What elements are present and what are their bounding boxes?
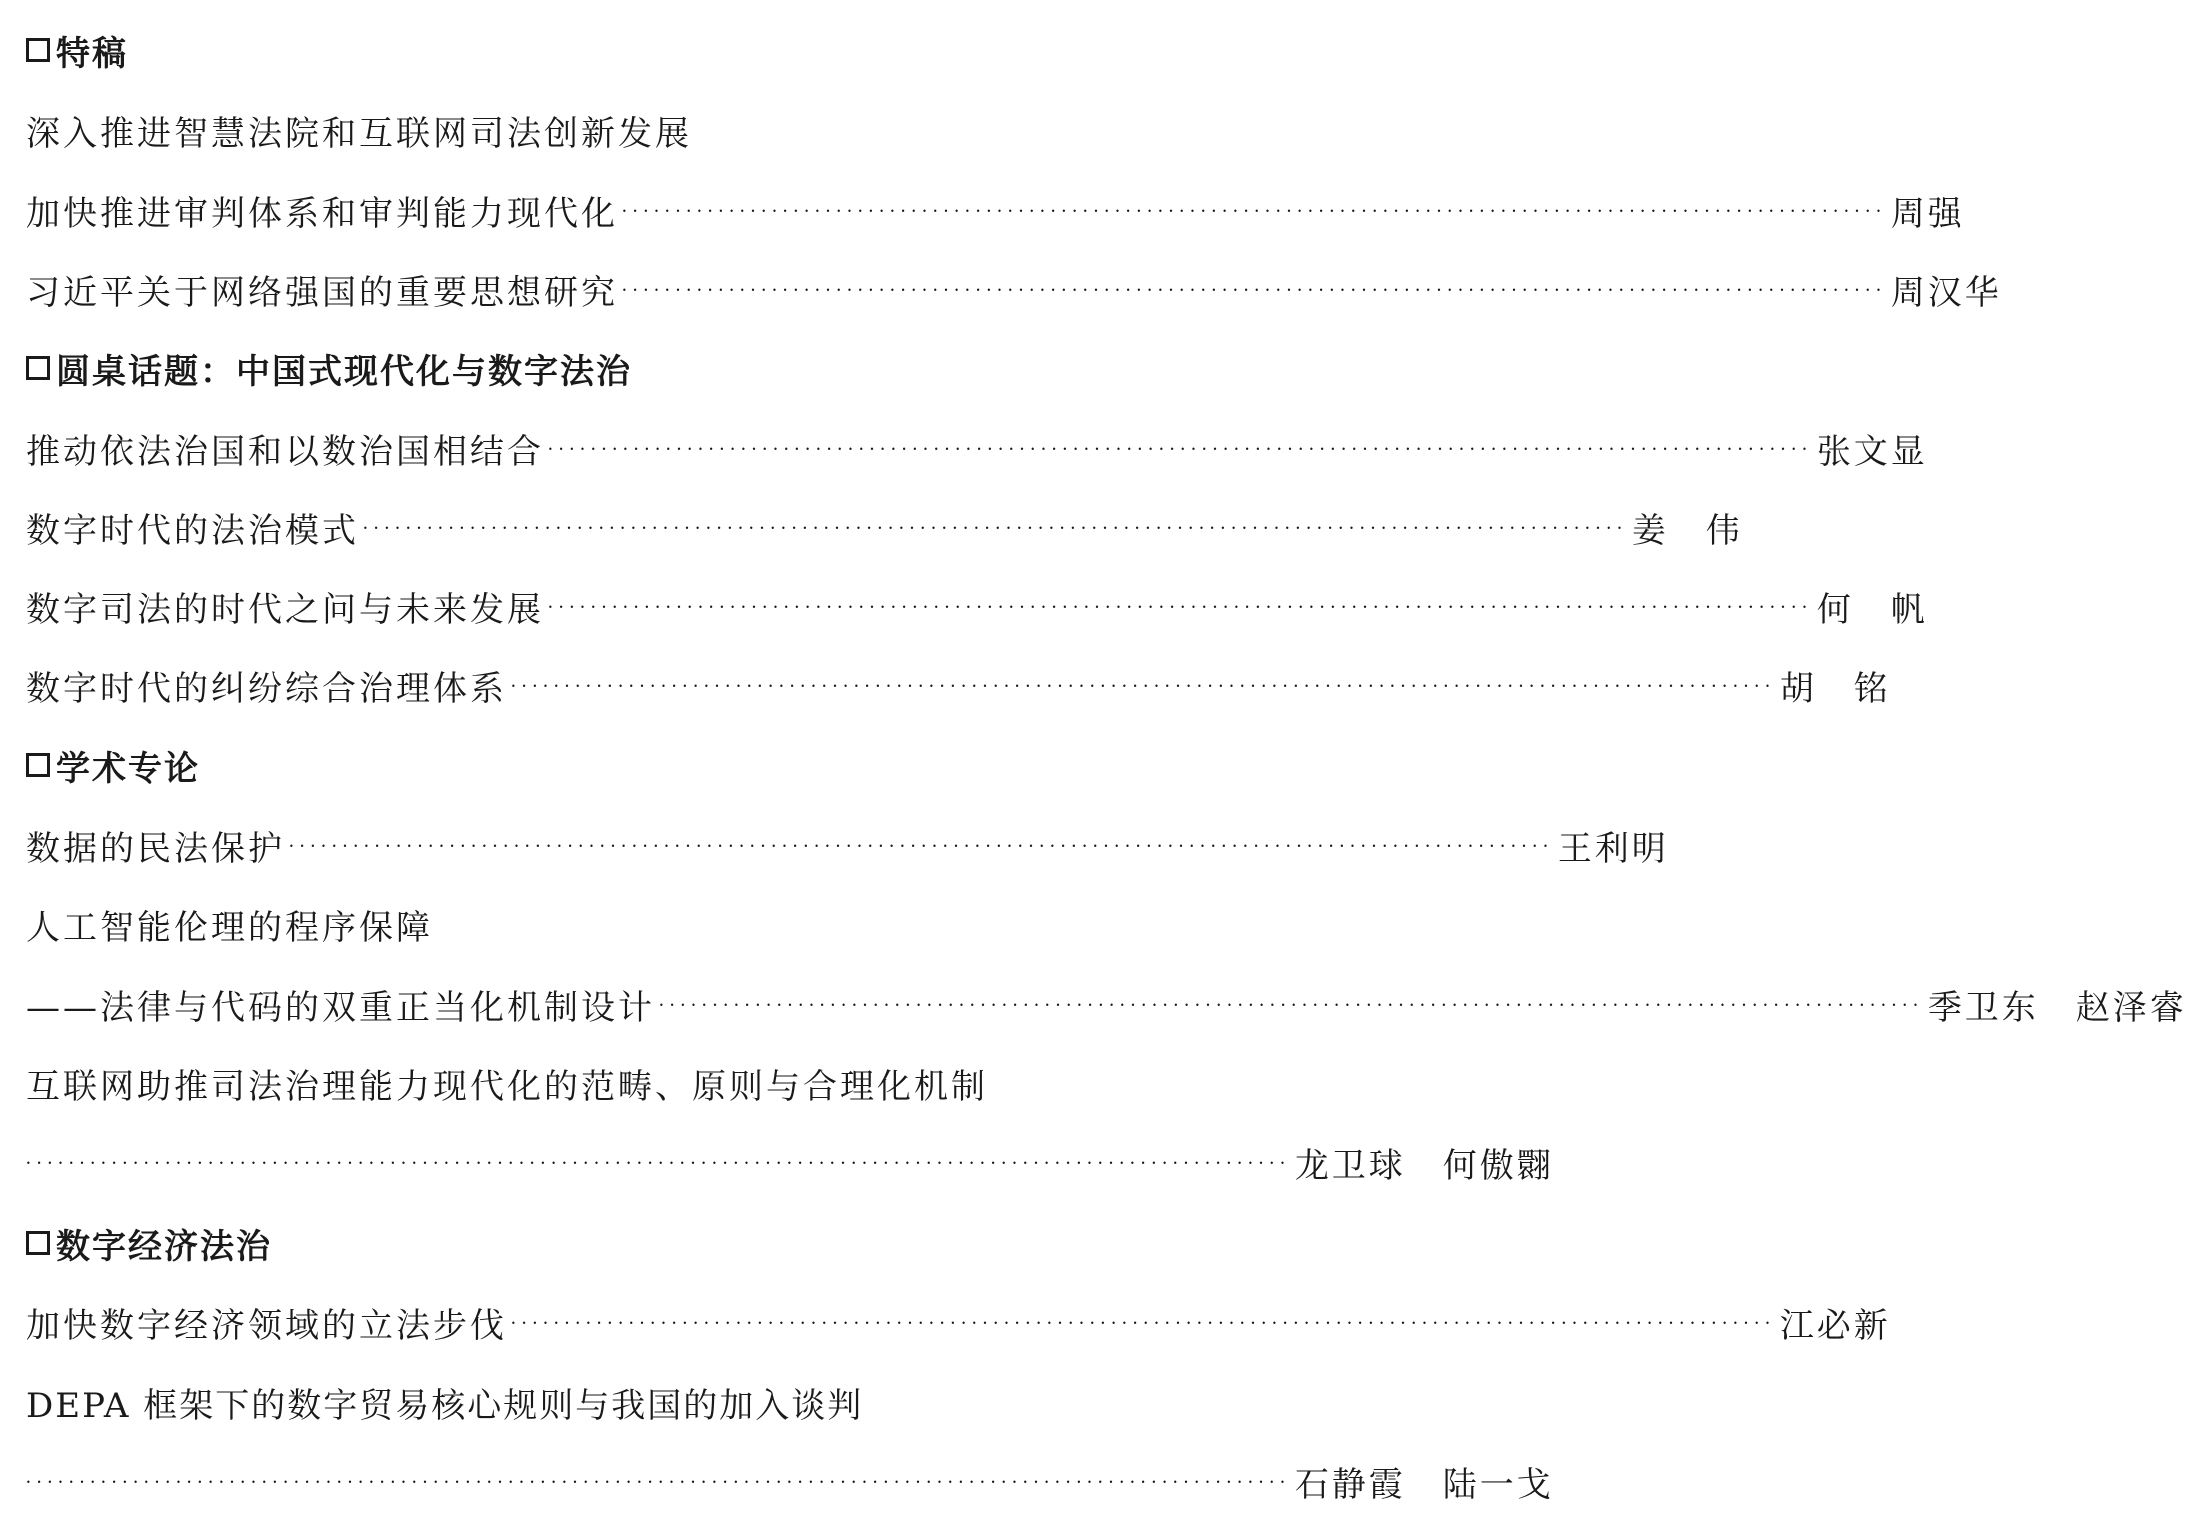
entry-title: 数据的民法保护 (26, 828, 285, 869)
dot-leader (622, 193, 1887, 228)
section-heading-special (26, 20, 1056, 80)
entry-author: 江必新 (1779, 1305, 1891, 1346)
entry-title: 习近平关于网络强国的重要思想研究 (26, 272, 618, 313)
entry-title: 数字时代的法治模式 (26, 510, 359, 551)
entry-title: 数字时代的纠纷综合治理体系 (26, 668, 507, 709)
square-box-icon (26, 356, 50, 380)
dot-leader (659, 987, 1924, 1022)
dot-leader (511, 1305, 1776, 1340)
entry-author: 姜伟 (1631, 510, 1780, 551)
section-title: 学术专论 (56, 748, 200, 789)
square-box-icon (26, 753, 50, 777)
entry-title: 加快推进审判体系和审判能力现代化 (26, 193, 618, 234)
toc-entry (26, 259, 2002, 319)
entry-author: 何帆 (1816, 589, 1965, 630)
toc-entry (26, 100, 1056, 160)
dot-leader (622, 272, 1887, 307)
entry-title: 加快数字经济领域的立法步伐 (26, 1305, 507, 1346)
entry-title: 深入推进智慧法院和互联网司法创新发展 (26, 113, 692, 154)
dot-leader (511, 668, 1776, 703)
entry-subtitle: ——法律与代码的双重正当化机制设计 (26, 987, 655, 1028)
entry-author: 胡铭 (1779, 668, 1928, 709)
toc-entry (26, 815, 1669, 875)
toc-entry (26, 655, 1928, 715)
toc-entry (26, 894, 1056, 954)
toc-entry-continuation (26, 1451, 1554, 1511)
entry-title: 人工智能伦理的程序保障 (26, 907, 433, 948)
entry-author: 王利明 (1557, 828, 1669, 869)
section-heading-digital-economy (26, 1213, 1056, 1273)
entry-title: 互联网助推司法治理能力现代化的范畴、原则与合理化机制 (26, 1066, 988, 1107)
toc-entry (26, 1053, 1056, 1113)
toc-entry-continuation (26, 1132, 1554, 1192)
toc-entry (26, 497, 1780, 557)
toc-entry-subtitle (26, 974, 2187, 1034)
toc-entry (26, 180, 1965, 240)
entry-author: 龙卫球 何傲翾 (1294, 1145, 1554, 1186)
entry-title: 推动依法治国和以数治国相结合 (26, 431, 544, 472)
section-title: 圆桌话题：中国式现代化与数字法治 (56, 351, 632, 392)
entry-author: 张文显 (1816, 431, 1928, 472)
entry-title: 数字司法的时代之问与未来发展 (26, 589, 544, 630)
section-title: 数字经济法治 (56, 1226, 272, 1267)
dot-leader (548, 431, 1813, 466)
dot-leader (548, 589, 1813, 624)
entry-author: 石静霞 陆一戈 (1294, 1464, 1554, 1505)
toc-entry (26, 418, 1928, 478)
section-heading-academic (26, 735, 1056, 795)
square-box-icon (26, 38, 50, 62)
toc-entry (26, 576, 1965, 636)
entry-author: 季卫东 赵泽睿 (1927, 987, 2187, 1028)
dot-leader (363, 510, 1628, 545)
entry-author: 周强 (1890, 193, 1965, 234)
dot-leader (26, 1145, 1291, 1180)
dot-leader (26, 1464, 1291, 1499)
square-box-icon (26, 1231, 50, 1255)
entry-author: 周汉华 (1890, 272, 2002, 313)
dot-leader (289, 828, 1554, 863)
section-heading-roundtable (26, 338, 1056, 398)
toc-entry (26, 1372, 1056, 1432)
toc-entry (26, 1292, 1891, 1352)
section-title: 特稿 (56, 33, 128, 74)
entry-title: DEPA 框架下的数字贸易核心规则与我国的加入谈判 (26, 1385, 864, 1426)
